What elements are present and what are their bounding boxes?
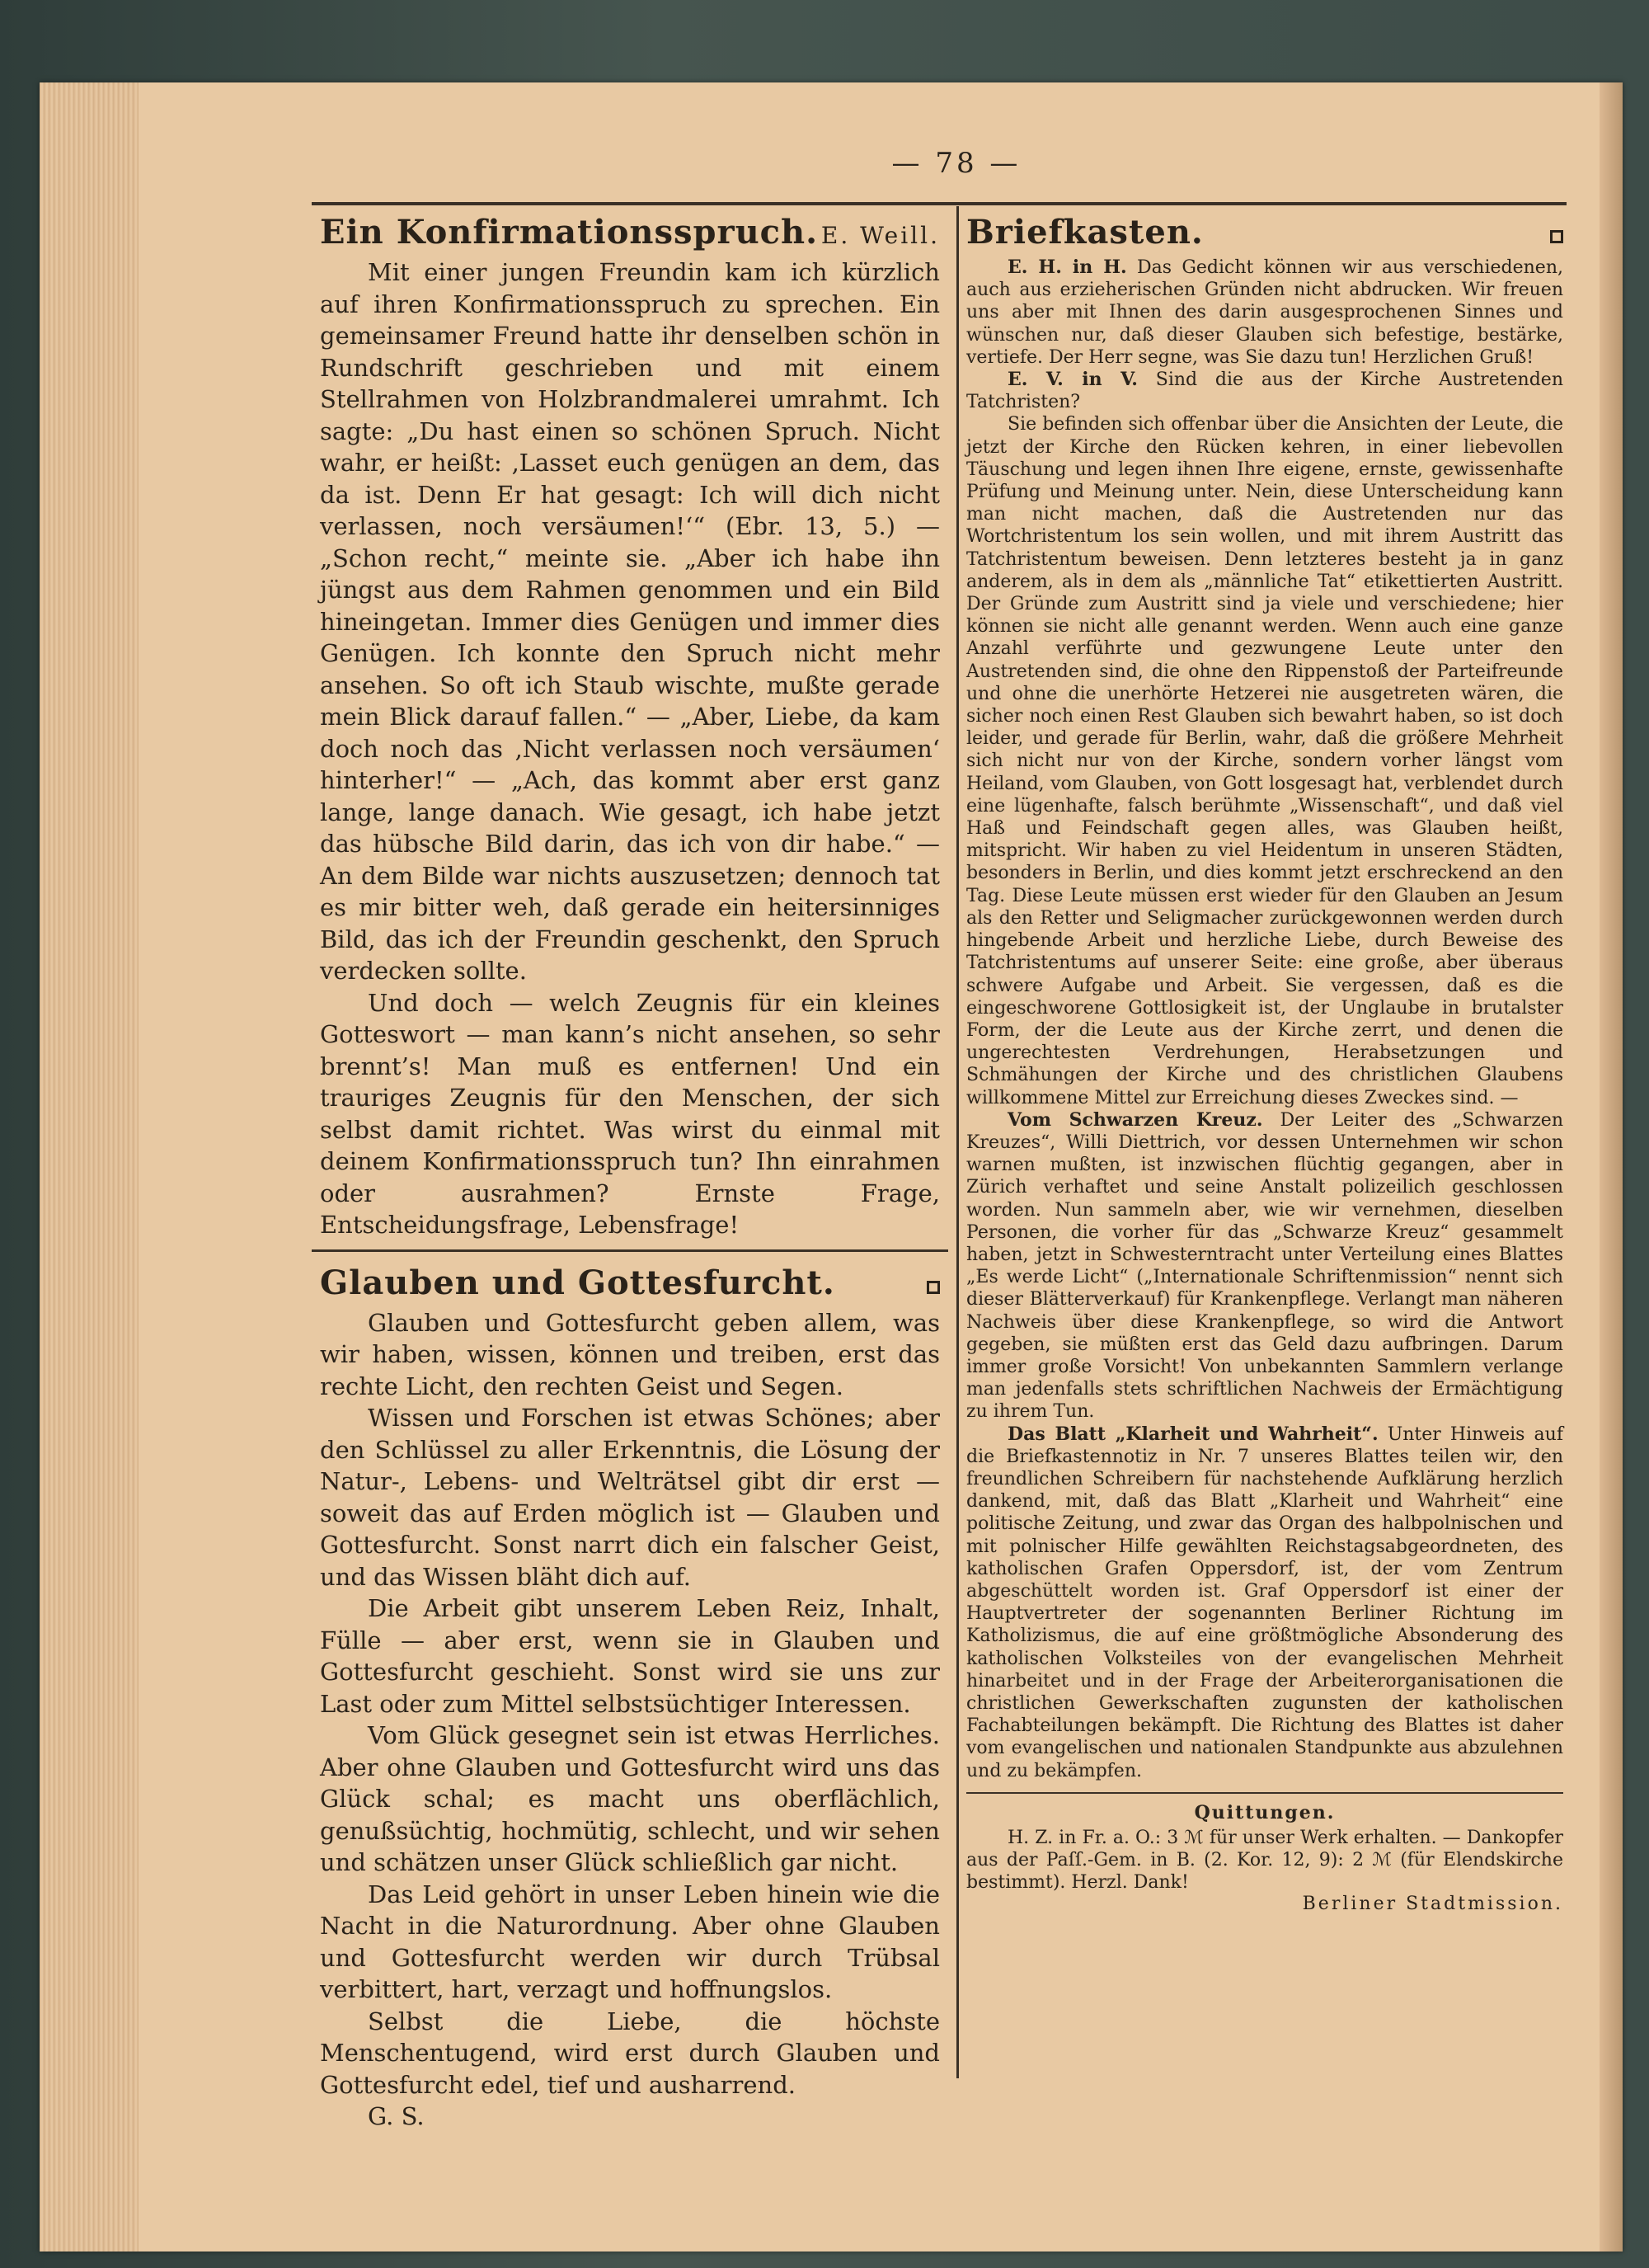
article-signature: G. S. (368, 2102, 425, 2130)
top-rule (312, 202, 1567, 205)
letter-entry (966, 1109, 1563, 1423)
section-title: Briefkasten. (966, 213, 1204, 252)
letter-entry (966, 256, 1563, 369)
entry-lead: E. V. in V. (1008, 369, 1138, 391)
entry-lead: E. H. in H. (1008, 256, 1127, 278)
column-divider (956, 206, 959, 2078)
left-column (320, 213, 940, 2133)
paragraph: Wissen und Forschen ist etwas Schönes; aber den Schlüssel zu aller Erkenntnis, die Lösung der Natur-, Lebens- und Welträtsel gibt dir erst — soweit das auf Erden möglich ist — Glauben und Gottesfurcht. Sonst narrt dich ein falscher Geist, und das Wissen bläht dich auf. (320, 1404, 940, 1591)
paragraph: Das Leid gehört in unser Leben hinein wie die Nacht in die Naturordnung. Aber ohne Glauben und Gottesfurcht werden wir durch Trübsal verbittert, hart, verzagt und hoffnungslos. (320, 1880, 940, 2003)
entry-text: Das Gedicht können wir aus verschiedenen, auch aus erzieherischen Gründen nicht abdrucken. Wir freuen uns aber mit Ihnen des darin ausgesprochenen Sinnes und wünschen nur, daß dieser Glauben sich befestige, bestärke, vertiefe. Der Herr segne, was Sie dazu tun! Herzlichen Gruß! (966, 257, 1563, 368)
letter-entry (966, 1423, 1563, 1782)
article-header (320, 213, 940, 252)
entry-text: Der Leiter des „Schwarzen Kreuzes“, Willi Diettrich, vor dessen Unternehmen wir schon warnen mußten, ist inzwischen flüchtig gegangen, aber in Zürich verhaftet und seine Anstalt polizeilich geschlossen worden. Nun sammeln aber, wie wir vernehmen, dieselben Personen, die vorher für das „Schwarze Kreuz“ gesammelt haben, jetzt in Schwesterntracht unter Verteilung eines Blattes „Es werde Licht“ („Internationale Schriftenmission“ nennt sich dieser Blätterverkauf) für Krankenpflege. Verlangt man näheren Nachweis über diese Krankenpflege, so wird die Antwort gegeben, sie müßten erst das Geld dazu aufbringen. Darum immer große Vorsicht! Von unbekannten Sammlern verlange man jedenfalls stets schriftlichen Nachweis der Ermächtigung zu ihrem Tun. (966, 1109, 1563, 1423)
paragraph: Vom Glück gesegnet sein ist etwas Herrliches. Aber ohne Glauben und Gottesfurcht wird uns das Glück schal; es macht uns oberflächlich, genußsüchtig, hochmütig, schlecht, und wir sehen und schätzen unser Glück schließlich gar nicht. (320, 1721, 940, 1876)
page-fold (1600, 82, 1623, 2252)
receipts-text: H. Z. in Fr. a. O.: 3 ℳ für unser Werk erhalten. — Dankopfer aus der Paſſ.-Gem. in B. (2. Kor. 12, 9): 2 ℳ (für Elendskirche bestimmt). Herzl. Dank! (966, 1827, 1563, 1894)
receipts-title: Quittungen. (1194, 1801, 1336, 1823)
entry-text: Sind die aus der Kirche Austretenden Tatchristen? (966, 369, 1563, 413)
entry-text: Unter Hinweis auf die Briefkastennotiz in Nr. 7 unseres Blattes teilen wir, den freundlichen Schreibern für nachstehende Aufklärung herzlich dankend, mit, daß das Blatt „Klarheit und Wahrheit“ eine politische Zeitung, und zwar das Organ des halbpolnischen und mit polnischer Hilfe gewählten Reichstagsabgeordneten, des katholischen Grafen Oppersdorf, ist, der vom Zentrum abgeschüttelt worden ist. Graf Oppersdorf ist einer der Hauptvertreter der sogenannten Berliner Richtung im Katholizismus, die auf eine größtmögliche Absonderung des katholischen Volksteiles von der evangelischen Mehrheit hinarbeitet und in der Frage der Arbeiterorganisationen die christlichen Gewerkschaften zugunsten der katholischen Fachabteilungen bekämpft. Die Richtung des Blattes ist daher vom evangelischen und nationalen Standpunkte aus abzulehnen und zu bekämpfen. (966, 1423, 1563, 1781)
right-column (966, 213, 1563, 1914)
article-separator (312, 1249, 948, 1252)
square-icon (927, 1281, 940, 1294)
entry-lead: Vom Schwarzen Kreuz. (1008, 1108, 1263, 1131)
article-title: Glauben und Gottesfurcht. (320, 1263, 835, 1302)
letter-entry (966, 369, 1563, 413)
square-icon (1550, 230, 1563, 243)
entry-text: Sie befinden sich offenbar über die Ansichten der Leute, die jetzt der Kirche den Rücken kehren, in einer liebevollen Täuschung und legen ihnen Ihre eigene, ernste, gewissenhafte Prüfung und Meinung unter. Nein, diese Unterscheidung kann man nicht machen, daß die Austretenden nur das Wortchristentum los sein wollen, und mit ihrem Austritt das Tatchristentum beweisen. Denn letzteres besteht ja in ganz anderem, als in dem als „männliche Tat“ etikettierten Austritt. Der Gründe zum Austritt sind ja viele und verschiedene; hier können sie nicht alle genannt werden. Wenn auch eine ganze Anzahl verführte und gezwungene Leute unter den Austretenden sind, die ohne den Rippenstoß der Parteifreunde und ohne die unerhörte Hetzerei nie ausgetreten wären, die sicher noch einen Rest Glauben sich bewahrt haben, so ist doch leider, und gerade für Berlin, wahr, daß die größere Mehrheit sich nicht nur von der Kirche, sondern vorher längst vom Heiland, vom Glauben, von Gott losgesagt hat, verblendet durch eine lügenhafte, falsch berühmte „Wissenschaft“, und daß viel Haß und Feindschaft gegen alles, was Glauben heißt, mitspricht. Wir haben zu viel Heidentum in unseren Städten, besonders in Berlin, und dies kommt jetzt erschreckend an den Tag. Diese Leute müssen erst wieder für den Glauben an Jesum als den Retter und Seligmacher zurückgewonnen werden durch hingebende Arbeit und herzliche Liebe, durch Beweise des Tatchristentums auf unserer Seite: eine große, aber überaus schwere Aufgabe und Arbeit. Sie vergessen, daß es die eingeschworene Gottlosigkeit ist, der Unglaube in brutalster Form, der die Leute aus der Kirche zerrt, und denen die ungerechtesten Verdrehungen, Herabsetzungen und Schmähungen der Kirche und des christlichen Glaubens willkommene Mittel zur Erreichung dieses Zweckes sind. — (966, 414, 1563, 1108)
article-author: E. Weill. (820, 222, 940, 249)
paragraph: Selbst die Liebe, die höchste Menschentugend, wird erst durch Glauben und Gottesfurcht edel, tief und ausharrend. (320, 2007, 940, 2099)
section-header (966, 213, 1563, 252)
paragraph: Glauben und Gottesfurcht geben allem, was wir haben, wissen, können und treiben, erst das rechte Licht, den rechten Geist und Segen. (320, 1308, 940, 1400)
receipts-signature: Berliner Stadtmission. (1302, 1894, 1563, 1915)
page-number: — 78 — (891, 147, 1022, 180)
receipts-separator (966, 1792, 1563, 1794)
article-title: Ein Konfirmationsspruch. (320, 213, 819, 252)
page-edges (40, 82, 139, 2252)
entry-lead: Das Blatt „Klarheit und Wahrheit“. (1008, 1423, 1379, 1445)
paragraph: Und doch — welch Zeugnis für ein kleines Gotteswort — man kann’s nicht ansehen, so sehr brennt’s! Man muß es entfernen! Und ein trauriges Zeugnis für den Menschen, der sich selbst damit richtet. Was wirst du einmal mit deinem Konfirmationsspruch tun? Ihn einrahmen oder ausrahmen? Ernste Frage, Entscheidungsfrage, Lebensfrage! (320, 988, 940, 1239)
paragraph: Die Arbeit gibt unserem Leben Reiz, Inhalt, Fülle — aber erst, wenn sie in Glauben und Gottesfurcht geschieht. Sonst wird sie uns zur Last oder zum Mittel selbstsüchtiger Interessen. (320, 1594, 940, 1718)
letter-entry (966, 413, 1563, 1108)
paragraph: Mit einer jungen Freundin kam ich kürzlich auf ihren Konfirmationsspruch zu sprechen. Ein gemeinsamer Freund hatte ihr denselben schön in Rundschrift geschrieben und mit einem Stellrahmen von Holzbrandmalerei umrahmt. Ich sagte: „Du hast einen so schönen Spruch. Nicht wahr, er heißt: ‚Lasset euch genügen an dem, das da ist. Denn Er hat gesagt: Ich will dich nicht verlassen, noch versäumen!‘“ (Ebr. 13, 5.) — „Schon recht,“ meinte sie. „Aber ich habe ihn jüngst aus dem Rahmen genommen und ein Bild hineingetan. Immer dies Genügen und immer dies Genügen. Ich konnte den Spruch nicht mehr ansehen. So oft ich Staub wischte, mußte gerade mein Blick darauf fallen.“ — „Aber, Liebe, da kam doch noch das ‚Nicht verlassen noch versäumen‘ hinterher!“ — „Ach, das kommt aber erst ganz lange, lange danach. Wie gesagt, ich habe jetzt das hübsche Bild darin, das ich von dir habe.“ — An dem Bilde war nichts auszusetzen; dennoch tat es mir bitter weh, daß gerade ein heitersinniges Bild, das ich der Freundin geschenkt, den Spruch verdecken sollte. (320, 258, 940, 985)
article-header (320, 1263, 940, 1302)
